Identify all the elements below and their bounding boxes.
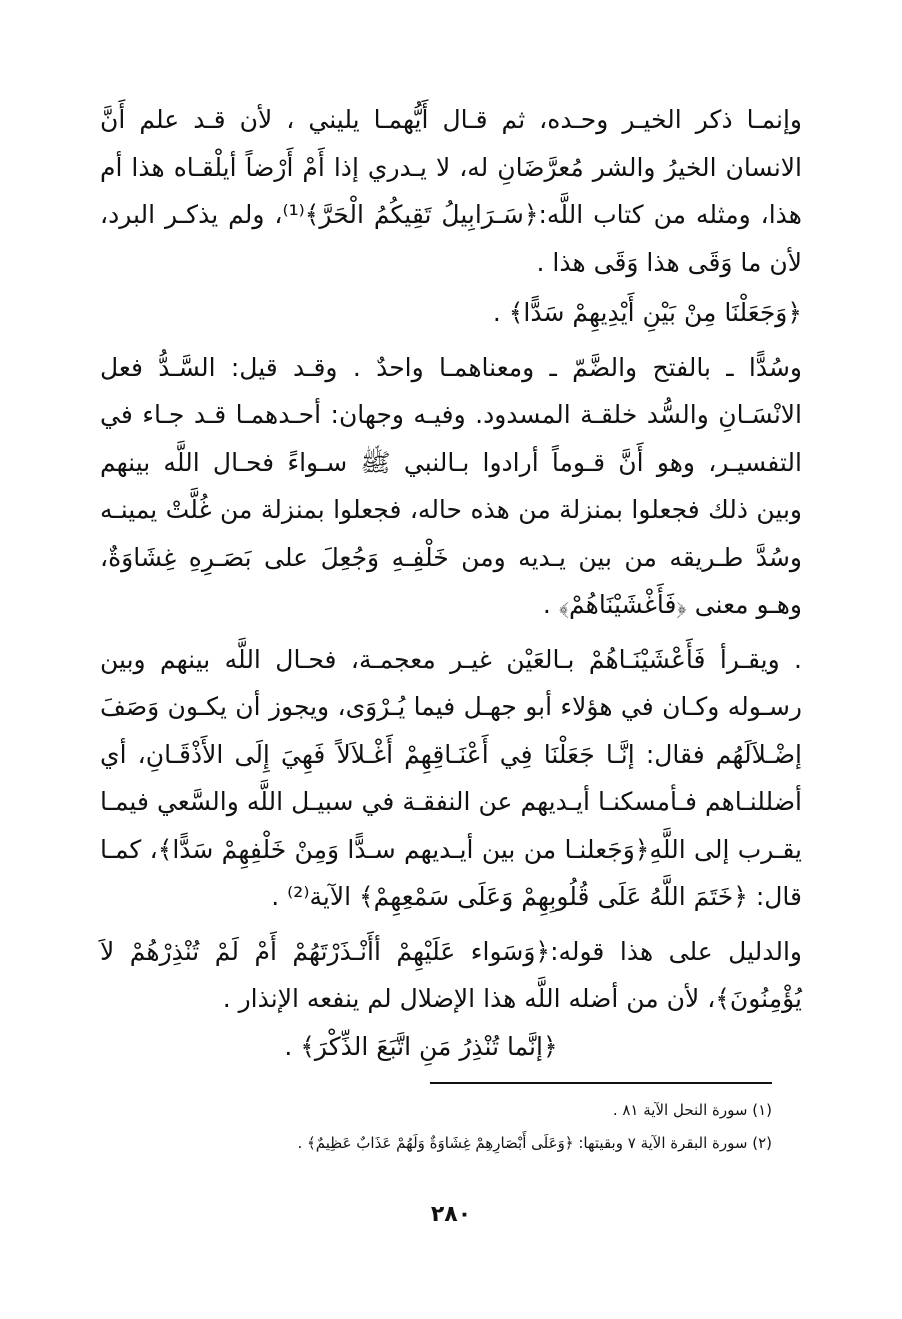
page-number: ٢٨٠ bbox=[430, 1202, 472, 1227]
ayah-line-1: ﴿وَجَعَلْنَا مِنْ بَيْنِ أَيْدِيهِمْ سَدًّا﴾ . bbox=[492, 298, 802, 327]
ayah-line-2: ﴿إنَّما تُنْذِرُ مَنِ اتَّبَعَ الذِّكْرَ﴾ . bbox=[284, 1031, 558, 1061]
paragraph-3: . ويقـرأ فَأَعْشَيْنَـاهُمْ بـالعَيْن غيـر معجمـة، فحـال اللَّه بينهم وبين رسـوله وكـان في هؤلاء أبو جهـل فيما يُـرْوَى، ويجوز أن يكـون وَصَفَ إضْـلاَلَهُم فقال: إنَّـا جَعَلْنَا فِي أَعْنَـاقِهِمْ أَغْـلاَلاً فَهِيَ إِلَى الأَذْقَـانِ، أي أضللنـاهم فـأمسكنـا أيـديهم عن النفقـة في سبيـل اللَّه والسَّعي فيمـا يقـرب إلى اللَّهِ﴿وَجَعلنـا من بين أيـديهم سـدًّا وَمِنْ خَلْفِهِمْ سَدًّا﴾، كمـا قال: ﴿خَتَمَ اللَّهُ عَلَى قُلُوبِهِمْ وَعَلَى سَمْعِهِمْ﴾ الآية⁽²⁾ . bbox=[100, 644, 802, 911]
footnote-divider bbox=[430, 1082, 772, 1084]
paragraph-4: والدليل على هذا قوله:﴿وَسَواء عَلَيْهِمْ أأَنْـذَرْتَهُمْ أَمْ لَمْ تُنْذِرْهُمْ لاَ يُؤْمِنُونَ﴾، لأن من أضله اللَّه هذا الإضلال لم ينفعه الإنذار . bbox=[100, 936, 802, 1013]
footnote-1: (١) سورة النحل الآية ٨١ . bbox=[612, 1101, 772, 1119]
footnote-2: (٢) سورة البقرة الآية ٧ وبقيتها: ﴿وَعَلَى أَبْصَارِهِمْ غِشَاوَةٌ وَلَهُمْ عَذَابٌ عَظِيمٌ﴾ . bbox=[297, 1134, 772, 1152]
paragraph-2: وسُدًّا ـ بالفتح والضَّمّ ـ ومعناهمـا واحدٌ . وقـد قيل: السَّـدُّ فعل الانْسَـانِ والسُّد خلقـة المسدود. وفيـه وجهان: أحـدهمـا قـد جـاء في التفسيـر، وهو أَنَّ قـوماً أرادوا بـالنبي ﷺ سـواءً فحـال اللَّه بينهم وبين ذلك فجعلوا بمنزلة من هذه حاله، فجعلوا بمنزلة من غُلَّتْ يمينـه وسُدَّ طـريقه من بين يـديه ومن خَلْفِـهِ وَجُعِلَ على بَصَـرِهِ غِشَاوَةٌ، وهـو معنى ﴿فَأَغْشَيْنَاهُمْ﴾ . bbox=[100, 352, 802, 619]
paragraph-1: وإنمـا ذكر الخيـر وحـده، ثم قـال أَيُّهمـا يليني ، لأن قـد علم أَنَّ الانسان الخيرُ والشر مُعرَّضَانِ له، لا يـدري إذا أَمْ أَرْضاً أيلْقـاه هذا أم هذا، ومثله من كتاب اللَّه:﴿سَـرَابِيلُ تَقِيكُمُ الْحَرَّ﴾⁽¹⁾، ولم يذكـر البرد، لأن ما وَقَى هذا وَقَى هذا . bbox=[100, 105, 802, 277]
footnotes bbox=[132, 1094, 772, 1160]
main-text bbox=[100, 96, 802, 1070]
